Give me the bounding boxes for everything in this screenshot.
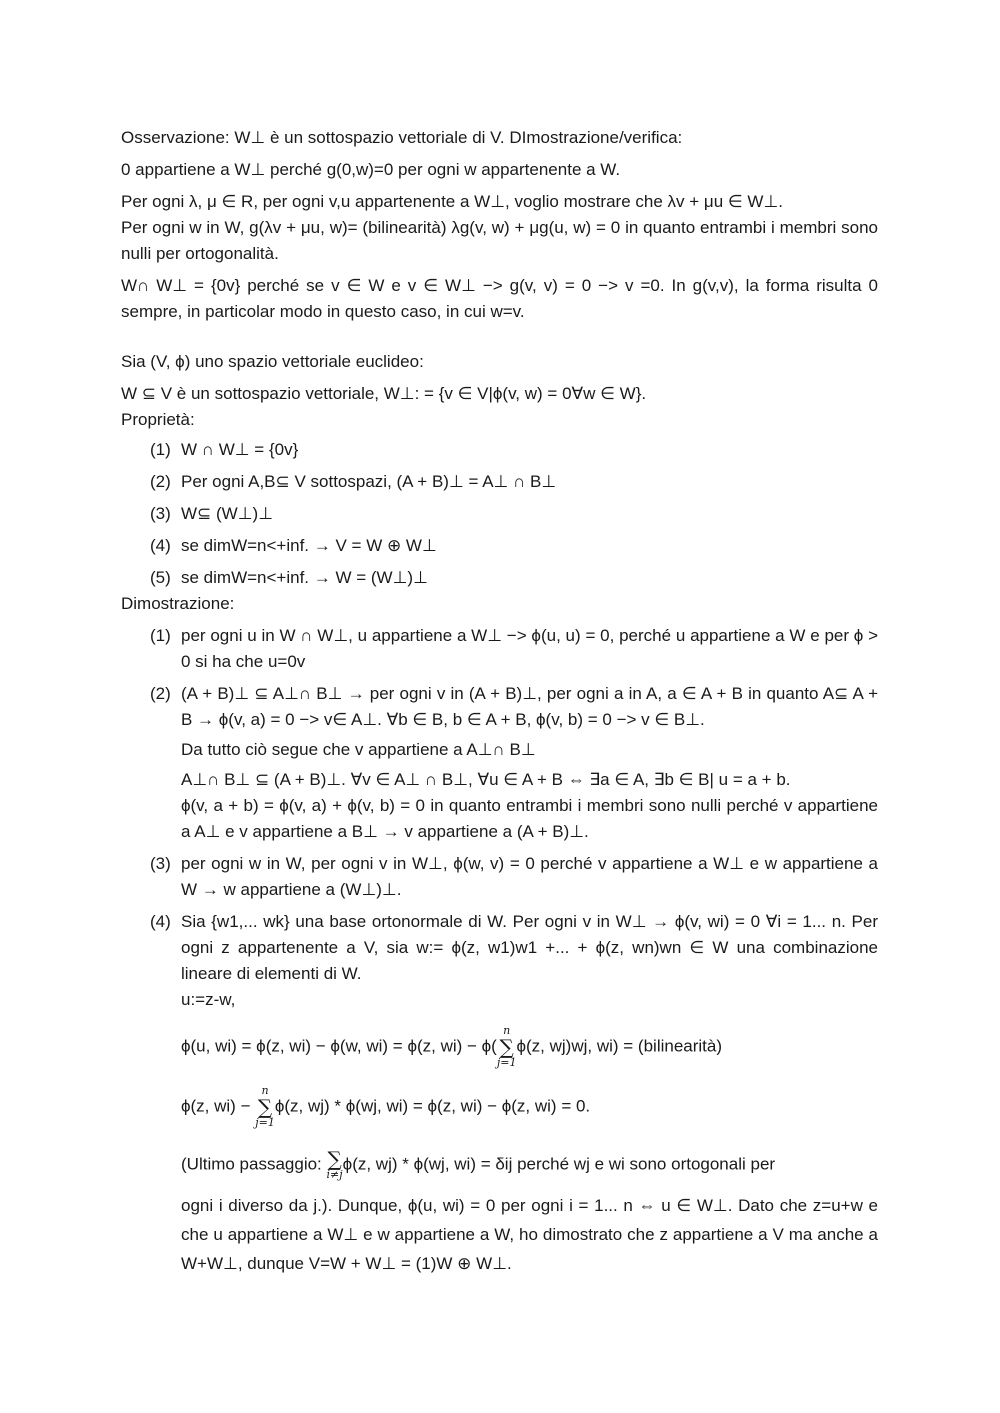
property-item: (4) se dimW=n<+inf. → V = W ⊕ W⊥ — [150, 536, 437, 555]
equation-2: ϕ(z, wi) − n ∑ j=1 ϕ(z, wj) * ϕ(wj, wi) = ϕ(z, wi) − ϕ(z, wi) = 0. — [181, 1084, 591, 1129]
sum-symbol: n ∑ j=1 — [255, 1084, 275, 1129]
proof-2-part-b: Da tutto ciò segue che v appartiene a A⊥∩ B⊥ — [181, 740, 536, 759]
observation-line: Osservazione: W⊥ è un sottospazio vettoriale di V. DImostrazione/verifica: — [121, 128, 683, 147]
intersection-paragraph: W∩ W⊥ = {0v} perché se v ∈ W e v ∈ W⊥ −> g(v, v) = 0 −> v =0. In g(v,v), la forma risulta 0 sempre, in particolar modo in questo caso, in cui w=v. — [121, 276, 878, 321]
proof-4-part-b: u:=z-w, — [181, 990, 236, 1009]
property-item: (2) Per ogni A,B⊆ V sottospazi, (A + B)⊥ = A⊥ ∩ B⊥ — [150, 472, 557, 491]
proof-2-part-a: (A + B)⊥ ⊆ A⊥∩ B⊥ → per ogni v in (A + B)⊥, per ogni a in A, a ∈ A + B in quanto A⊆ A + B → ϕ(v, a) = 0 −> v∈ A⊥. ∀b ∈ B, b ∈ A + B, ϕ(v, b) = 0 −> v ∈ B⊥. — [181, 684, 878, 729]
document-page — [121, 125, 878, 1278]
proofs-list — [121, 623, 878, 1278]
proof-4-conclusion: ogni i diverso da j.). Dunque, ϕ(u, wi) = 0 per ogni i = 1... n ⇔ u ∈ W⊥. Dato che z=u+w e che u appartiene a W⊥ e w appartiene a W, ho dimostrato che z appartiene a V ma anche a W+W⊥, dunque V=W + W⊥ = (1)W ⊕ W⊥. — [181, 1196, 878, 1273]
property-item: (5) se dimW=n<+inf. → W = (W⊥)⊥ — [150, 568, 428, 587]
zero-belongs-line: 0 appartiene a W⊥ perché g(0,w)=0 per ogni w appartenente a W. — [121, 160, 621, 179]
sum-symbol: ∑ i≠j — [326, 1147, 343, 1181]
orthogonal-definition-line: W ⊆ V è un sottospazio vettoriale, W⊥: = {v ∈ V|ϕ(v, w) = 0∀w ∈ W}. — [121, 384, 647, 403]
proof-2-part-d: ϕ(v, a + b) = ϕ(v, a) + ϕ(v, b) = 0 in quanto entrambi i membri sono nulli perché v appartiene a A⊥ e v appartiene a B⊥ → v appartiene a (A + B)⊥. — [181, 796, 878, 841]
bilinearity-paragraph: Per ogni w in W, g(λv + μu, w)= (bilinearità) λg(v, w) + μg(u, w) = 0 in quanto entrambi i membri sono nulli per ortogonalità. — [121, 218, 878, 263]
proof-2-part-c: A⊥∩ B⊥ ⊆ (A + B)⊥. ∀v ∈ A⊥ ∩ B⊥, ∀u ∈ A + B ⇔ ∃a ∈ A, ∃b ∈ B| u = a + b. — [181, 770, 791, 789]
equation-1: ϕ(u, wi) = ϕ(z, wi) − ϕ(w, wi) = ϕ(z, wi) − ϕ( n ∑ j=1 ϕ(z, wj)wj, wi) = (bilinearità) — [181, 1024, 723, 1069]
proof-heading: Dimostrazione: — [121, 594, 235, 613]
properties-list — [121, 437, 878, 591]
proof-item-4: (4) Sia {w1,... wk} una base ortonormale di W. Per ogni v in W⊥ → ϕ(v, wi) = 0 ∀i = 1... n. Per ogni z appartenente a V, sia w:= ϕ(z, w1)w1 +... + ϕ(z, wn)wn ∈ W una combinazione lineare di elementi di W. u:=z-w, ϕ(u, wi) = ϕ(z, wi) − ϕ(w, wi) = ϕ(z, wi) − ϕ( n ∑ j=1 ϕ(z, wj)wj, wi) = (bilinearità) ϕ(z, wi) − n ∑ j=1 ϕ(z, wj) * ϕ(wj, wi) = ϕ(z, wi) − ϕ(z, wi) = 0. (Ultimo passaggio: ∑ i≠j ϕ(z, wj) * ϕ(wj, wi) = δij perché wj e wi sono ortogonali per ogni i diverso da j.). Dunque, ϕ(u, wi) = 0 per ogni i = 1... n ⇔ u ∈ W⊥. Dato che z=u+w e che u appartiene a W⊥ e w appartiene a W, ho dimostrato che z appartiene a V ma anche a W+W⊥, dunque V=W + W⊥ = (1)W ⊕ W⊥. — [121, 909, 878, 1278]
proof-4-part-a: Sia {w1,... wk} una base ortonormale di W. Per ogni v in W⊥ → ϕ(v, wi) = 0 ∀i = 1... n. Per ogni z appartenente a V, sia w:= ϕ(z, w1)w1 +... + ϕ(z, wn)wn ∈ W una combinazione lineare di elementi di W. — [181, 912, 878, 983]
properties-heading: Proprietà: — [121, 410, 195, 429]
proof-item-1: (1) per ogni u in W ∩ W⊥, u appartiene a W⊥ −> ϕ(u, u) = 0, perché u appartiene a W e per ϕ > 0 si ha che u=0v — [150, 626, 878, 671]
proof-item-2: (2) (A + B)⊥ ⊆ A⊥∩ B⊥ → per ogni v in (A + B)⊥, per ogni a in A, a ∈ A + B in quanto A⊆ A + B → ϕ(v, a) = 0 −> v∈ A⊥. ∀b ∈ B, b ∈ A + B, ϕ(v, b) = 0 −> v ∈ B⊥. Da tutto ciò segue che v appartiene a A⊥∩ B⊥ A⊥∩ B⊥ ⊆ (A + B)⊥. ∀v ∈ A⊥ ∩ B⊥, ∀u ∈ A + B ⇔ ∃a ∈ A, ∃b ∈ B| u = a + b. ϕ(v, a + b) = ϕ(v, a) + ϕ(v, b) = 0 in quanto entrambi i membri sono nulli perché v appartiene a A⊥ e v appartiene a B⊥ → v appartiene a (A + B)⊥. — [121, 681, 878, 845]
sum-symbol: n ∑ j=1 — [496, 1024, 517, 1069]
property-item: (3) W⊆ (W⊥)⊥ — [150, 504, 273, 523]
linear-combination-line: Per ogni λ, μ ∈ R, per ogni v,u appartenente a W⊥, voglio mostrare che λv + μu ∈ W⊥. — [121, 192, 783, 211]
last-step-line: (Ultimo passaggio: ∑ i≠j ϕ(z, wj) * ϕ(wj, wi) = δij perché wj e wi sono ortogonali per — [181, 1147, 776, 1181]
property-item: (1) W ∩ W⊥ = {0v} — [150, 440, 299, 459]
proof-item-3: (3) per ogni w in W, per ogni v in W⊥, ϕ(w, v) = 0 perché v appartiene a W⊥ e w appartiene a W → w appartiene a (W⊥)⊥. — [150, 854, 878, 899]
euclidean-space-line: Sia (V, ϕ) uno spazio vettoriale euclideo: — [121, 352, 424, 371]
